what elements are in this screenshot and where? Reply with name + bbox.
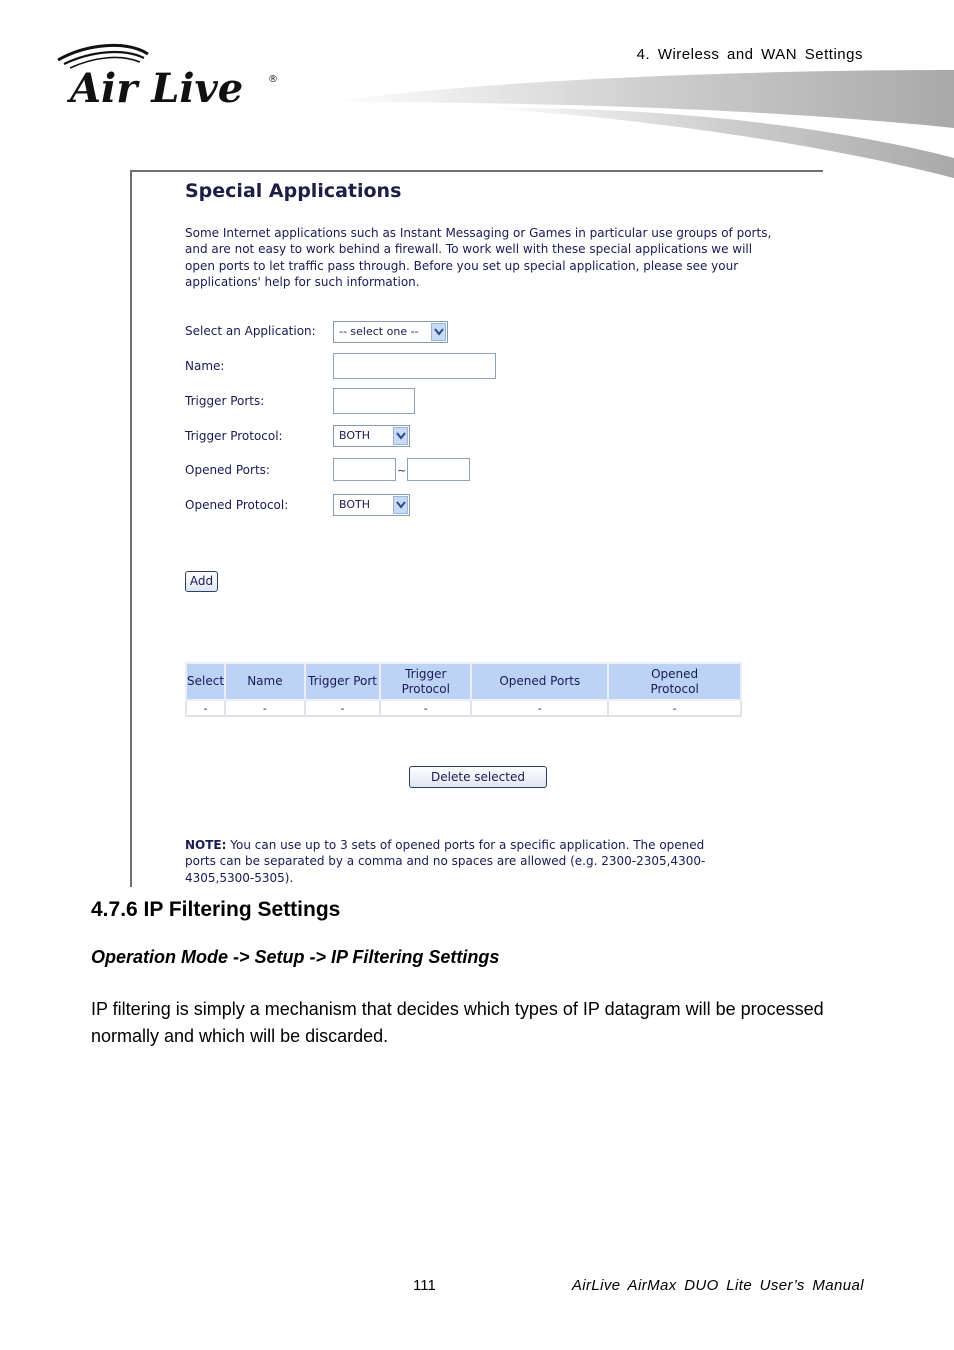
chapter-heading: 4. Wireless and WAN Settings (636, 46, 863, 63)
trigger-ports-input[interactable] (333, 388, 415, 414)
section-heading: 4.7.6 IP Filtering Settings (91, 898, 341, 921)
table-cell: - (225, 700, 305, 716)
table-cell: - (186, 700, 225, 716)
delete-selected-button[interactable]: Delete selected (409, 766, 547, 788)
opened-ports-start-input[interactable] (333, 458, 396, 481)
description-text: Some Internet applications such as Instant Messaging or Games in particular use groups of ports, and are not easy to work behind a firewall. To work well with these special applications we will open ports to let traffic pass through. Before you set up special application, please see your applications' help for such information. (185, 226, 772, 289)
manual-title: AirLive AirMax DUO Lite User’s Manual (571, 1277, 864, 1294)
select-application-dropdown[interactable]: -- select one -- (333, 321, 448, 343)
name-input[interactable] (333, 353, 496, 379)
port-range-separator: ~ (397, 464, 407, 477)
opened-protocol-select[interactable]: BOTH (333, 494, 410, 516)
trigger-ports-label: Trigger Ports: (185, 394, 265, 408)
page-number: 111 (413, 1277, 436, 1294)
special-applications-screenshot (130, 170, 823, 887)
trigger-protocol-select[interactable]: BOTH (333, 425, 410, 447)
opened-protocol-label: Opened Protocol: (185, 498, 289, 512)
svg-text:®: ® (268, 74, 278, 85)
header-swoosh-decoration (330, 66, 954, 182)
svg-text:Air Live: Air Live (70, 65, 244, 112)
table-header-select: Select (186, 663, 225, 700)
table-cell: - (471, 700, 608, 716)
table-cell: - (608, 700, 741, 716)
table-header-opened-protocol: Opened Protocol (608, 663, 741, 700)
table-cell: - (305, 700, 381, 716)
name-label: Name: (185, 359, 225, 373)
airlive-logo (56, 42, 286, 112)
add-button[interactable]: Add (185, 571, 218, 592)
special-applications-table (185, 662, 742, 717)
table-header-trigger-port: Trigger Port (305, 663, 381, 700)
opened-ports-end-input[interactable] (407, 458, 470, 481)
table-cell: - (380, 700, 471, 716)
table-row (186, 700, 741, 716)
table-header-trigger-protocol: Trigger Protocol (380, 663, 471, 700)
navigation-path: Operation Mode -> Setup -> IP Filtering Settings (91, 947, 500, 967)
chevron-down-icon (431, 323, 446, 341)
table-header-opened-ports: Opened Ports (471, 663, 608, 700)
opened-ports-label: Opened Ports: (185, 463, 270, 477)
page-title: Special Applications (185, 180, 402, 202)
note-label: NOTE: (185, 838, 227, 852)
select-application-label: Select an Application: (185, 324, 316, 338)
note-body: You can use up to 3 sets of opened ports for a specific application. The opened ports can be separated by a comma and no spaces are allowed (e.g. 2300-2305,4300-4305,5300-5305). (185, 838, 706, 885)
table-header-name: Name (225, 663, 305, 700)
trigger-protocol-label: Trigger Protocol: (185, 429, 283, 443)
note-text (185, 837, 725, 886)
body-paragraph: IP filtering is simply a mechanism that decides which types of IP datagram will be processed normally and which will be discarded. (91, 999, 824, 1046)
chevron-down-icon (393, 427, 408, 445)
chevron-down-icon (393, 496, 408, 514)
